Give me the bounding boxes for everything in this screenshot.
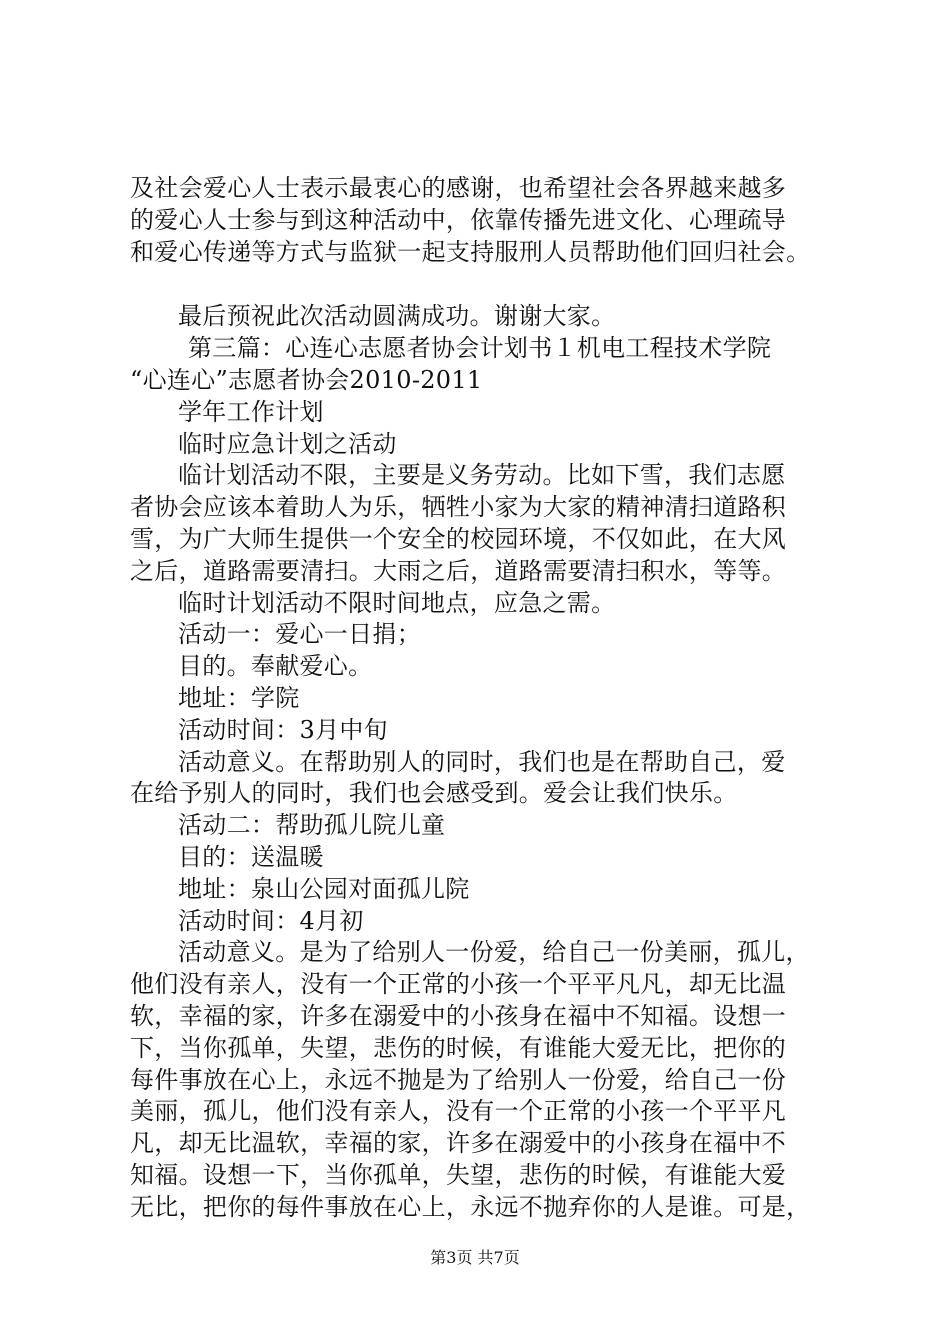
document-body: [130, 173, 860, 1224]
text-line: 雪，为广大师生提供一个安全的校园环境，不仅如此，在大风: [130, 524, 787, 553]
text-line: 凡，却无比温软，幸福的家，许多在溺爱中的小孩身在福中不: [130, 1129, 787, 1158]
text-line: 临时应急计划之活动: [178, 429, 397, 458]
text-line: 知福。设想一下，当你孤单，失望，悲伤的时候，有谁能大爱: [130, 1160, 787, 1189]
text-line: “心连心”志愿者协会2010-2011: [130, 365, 483, 394]
text-line: 无比，把你的每件事放在心上，永远不抛弃你的人是谁。可是，: [130, 1192, 811, 1221]
text-line: 学年工作计划: [178, 397, 324, 426]
text-line: 临计划活动不限，主要是义务劳动。比如下雪，我们志愿: [178, 461, 786, 490]
text-line: 活动意义。在帮助别人的同时，我们也是在帮助自己，爱: [178, 747, 786, 776]
text-line: 美丽，孤儿，他们没有亲人，没有一个正常的小孩一个平平凡: [130, 1097, 787, 1126]
text-line: 之后，道路需要清扫。大雨之后，道路需要清扫积水，等等。: [130, 556, 787, 585]
text-line: 者协会应该本着助人为乐，牺牲小家为大家的精神清扫道路积: [130, 493, 787, 522]
text-line: 活动意义。是为了给别人一份爱，给自己一份美丽，孤儿，: [178, 938, 810, 967]
section-heading-line: 第三篇：心连心志愿者协会计划书１机电工程技术学院: [188, 334, 772, 363]
text-line: 地址：泉山公园对面孤儿院: [178, 874, 470, 903]
text-line: 活动时间：4月初: [178, 906, 364, 935]
text-line: 下，当你孤单，失望，悲伤的时候，有谁能大爱无比，把你的: [130, 1033, 787, 1062]
text-line: 每件事放在心上，永远不抛是为了给别人一份爱，给自己一份: [130, 1065, 787, 1094]
text-line: 地址：学院: [178, 683, 300, 712]
page-footer: 第3页 共7页: [430, 1248, 520, 1267]
text-line: 活动时间：3月中旬: [178, 715, 388, 744]
text-line: 临时计划活动不限时间地点，应急之需。: [178, 588, 616, 617]
text-line: 目的。奉献爱心。: [178, 652, 373, 681]
text-line: 在给予别人的同时，我们也会感受到。爱会让我们快乐。: [130, 779, 738, 808]
text-line: 和爱心传递等方式与监狱一起支持服刑人员帮助他们回归社会。: [130, 237, 811, 266]
text-line: 活动二：帮助孤儿院儿童: [178, 811, 446, 840]
text-line: 活动一：爱心一日捐；: [178, 620, 421, 649]
text-line: 软，幸福的家，许多在溺爱中的小孩身在福中不知福。设想一: [130, 1001, 787, 1030]
text-line: [130, 268, 860, 301]
text-line: 及社会爱心人士表示最衷心的感谢，也希望社会各界越来越多: [130, 174, 787, 202]
text-line: 目的：送温暖: [178, 842, 324, 871]
text-line: 最后预祝此次活动圆满成功。谢谢大家。: [178, 302, 616, 331]
text-line: 他们没有亲人，没有一个正常的小孩一个平平凡凡，却无比温: [130, 970, 787, 999]
text-line: 的爱心人士参与到这种活动中，依靠传播先进文化、心理疏导: [130, 205, 787, 234]
